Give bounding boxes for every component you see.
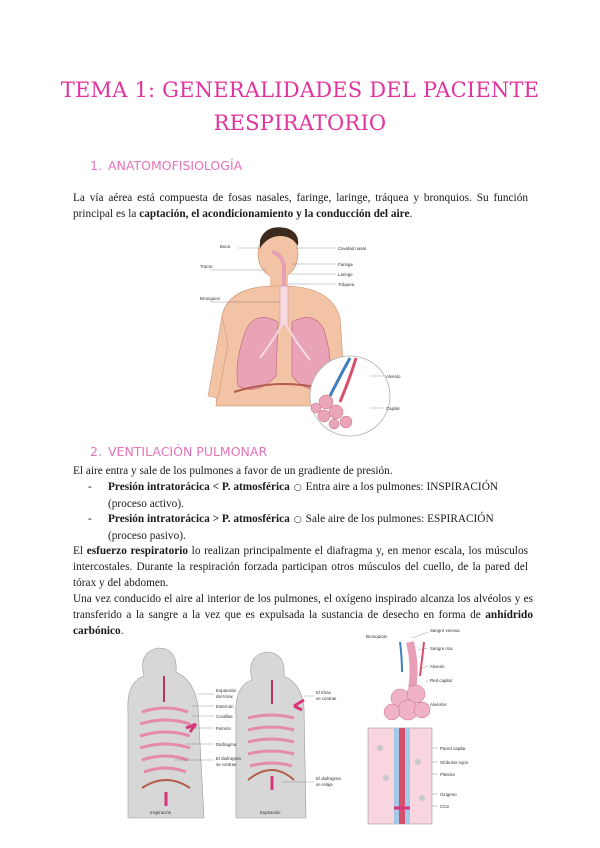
- section-number: 2.: [90, 444, 102, 459]
- svg-text:Inspiración: Inspiración: [150, 810, 172, 815]
- svg-text:Pared capilar: Pared capilar: [440, 746, 466, 751]
- bullet-dash: -: [88, 481, 92, 493]
- intro-bold: captación, el acondicionamiento y la conducción del aire: [139, 208, 410, 220]
- effort-paragraph: [73, 543, 528, 591]
- svg-text:Glóbulos rojos: Glóbulos rojos: [440, 760, 469, 765]
- intro-paragraph: [73, 190, 528, 222]
- svg-text:Costillas: Costillas: [216, 714, 233, 719]
- alveolar-exchange-figure: [366, 628, 486, 826]
- svg-text:El diafragma: El diafragma: [316, 776, 341, 781]
- svg-text:Esternón: Esternón: [216, 704, 234, 709]
- effort-text: El: [73, 545, 87, 557]
- svg-text:Pulmón: Pulmón: [216, 726, 231, 731]
- svg-text:Diafragma: Diafragma: [216, 742, 237, 747]
- svg-text:Espiración: Espiración: [260, 810, 281, 815]
- svg-text:CO2: CO2: [440, 804, 450, 809]
- svg-text:Oxígeno: Oxígeno: [440, 792, 457, 797]
- svg-text:se relaja: se relaja: [316, 782, 333, 787]
- svg-text:Laringe: Laringe: [338, 272, 353, 277]
- svg-text:Expansión: Expansión: [216, 688, 237, 693]
- exchange-text: Una vez conducido el aire al interior de los pulmones, el oxígeno inspirado alcanza los alvéolos y es transferido a la sangre a la vez que es expulsada la sustancia de desecho en forma de: [73, 593, 533, 621]
- title-line-1: TEMA 1: GENERALIDADES DEL PACIENTE: [60, 78, 540, 102]
- svg-text:se contrae: se contrae: [316, 696, 337, 701]
- bullet-dash: -: [88, 513, 92, 525]
- respiratory-anatomy-figure: [200, 226, 400, 438]
- exchange-end: .: [120, 625, 124, 637]
- bullet-expiration: [90, 511, 530, 544]
- page-title: [40, 74, 560, 140]
- effort-text-rest: lo realizan principalmente el diafragma y, en menor escala, los músculos intercostales. Durante la respiración forzada participan otros músculos del cuello, de la pared del tórax y del abdomen.: [73, 545, 528, 589]
- ventilation-intro: El aire entra y sale de los pulmones a favor de un gradiente de presión.: [73, 465, 393, 477]
- bullet-text: Sale aire de los pulmones: ESPIRACIÓN (proceso pasivo).: [108, 513, 494, 542]
- svg-text:se contrae: se contrae: [216, 762, 237, 767]
- bullet-bold: Presión intratorácica < P. atmosférica: [108, 481, 290, 493]
- section-heading-anatomofisiologia: [90, 158, 242, 173]
- svg-text:Alveolo: Alveolo: [430, 664, 445, 669]
- svg-text:Sangre rica: Sangre rica: [430, 646, 453, 651]
- svg-text:Cavidad nasal: Cavidad nasal: [338, 246, 366, 251]
- svg-text:Red capilar: Red capilar: [430, 678, 453, 683]
- svg-text:del tórax: del tórax: [216, 694, 233, 699]
- bullet-text: Entra aire a los pulmones: INSPIRACIÓN (proceso activo).: [108, 481, 499, 510]
- svg-text:Boca: Boca: [220, 244, 231, 249]
- svg-text:Plasma: Plasma: [440, 772, 455, 777]
- circle-icon: ○: [293, 515, 302, 525]
- svg-text:Bronquios: Bronquios: [200, 296, 220, 301]
- svg-text:Tráquea: Tráquea: [338, 282, 355, 287]
- svg-text:Alvéolos: Alvéolos: [430, 702, 447, 707]
- intro-end: .: [409, 208, 413, 220]
- section-title: ANATOMOFISIOLOGÍA: [108, 158, 243, 173]
- section-number: 1.: [90, 158, 102, 173]
- svg-text:El tórax: El tórax: [316, 690, 331, 695]
- svg-text:Bronquiolo: Bronquiolo: [366, 634, 387, 639]
- svg-text:Alvéolo: Alvéolo: [386, 374, 401, 379]
- title-line-2: RESPIRATORIO: [213, 111, 387, 135]
- section-heading-ventilacion: [90, 444, 267, 459]
- breathing-mechanics-figure: [114, 642, 341, 820]
- svg-text:Faringe: Faringe: [338, 262, 353, 267]
- svg-text:Tracto: Tracto: [200, 264, 213, 269]
- svg-text:El diafragma: El diafragma: [216, 756, 241, 761]
- svg-text:Capilar: Capilar: [386, 406, 400, 411]
- circle-icon: ○: [293, 483, 302, 493]
- exchange-bold: anhídrido carbónico: [73, 609, 533, 637]
- intro-text: La vía aérea está compuesta de fosas nasales, faringe, laringe, tráquea y bronquios. Su función principal es la: [73, 192, 528, 220]
- svg-text:Sangre venosa: Sangre venosa: [430, 628, 460, 633]
- bullet-inspiration: [90, 479, 530, 512]
- bullet-bold: Presión intratorácica > P. atmosférica: [108, 513, 290, 525]
- section-title: VENTILACIÓN PULMONAR: [108, 444, 268, 459]
- effort-bold: esfuerzo respiratorio: [86, 545, 189, 557]
